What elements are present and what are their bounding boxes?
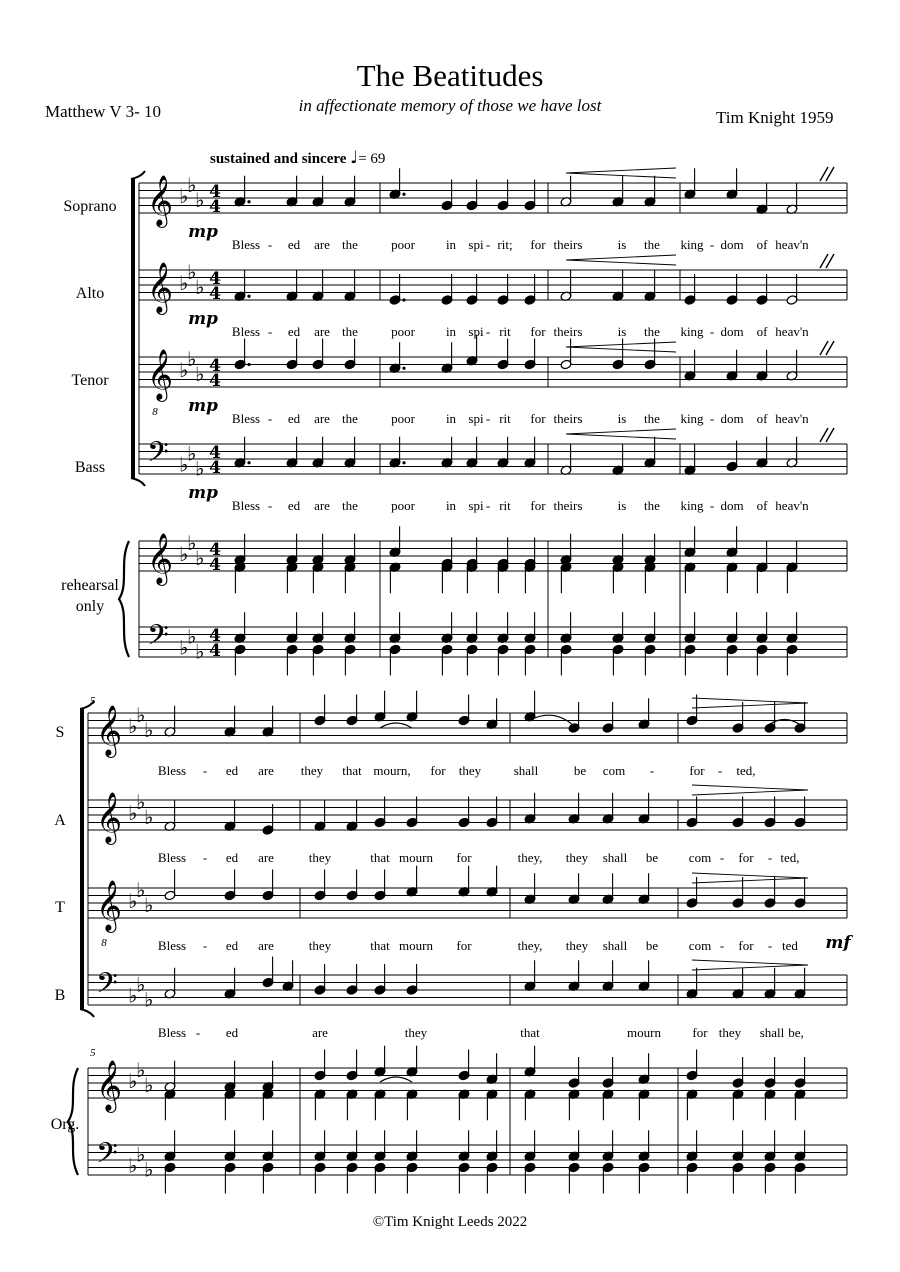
lyric-syllable: the: [644, 324, 660, 339]
lyric-syllable: for: [530, 324, 546, 339]
lyric-syllable: shall: [513, 763, 539, 778]
dynamic-mf: mf: [825, 933, 851, 953]
flat-icon: ♭: [144, 804, 154, 829]
lyric-syllable: that: [342, 763, 362, 778]
flat-icon: ♭: [128, 801, 138, 825]
lyric-syllable: -: [649, 763, 655, 778]
flat-icon: ♭: [179, 542, 189, 566]
lyric-syllable: dom: [720, 324, 744, 339]
lyric-syllable: theirs: [553, 237, 583, 252]
lyric-syllable: are: [314, 324, 330, 339]
lyric-syllable: theirs: [553, 411, 583, 426]
flat-icon: ♭: [136, 702, 146, 727]
bass-clef-icon: 𝄢: [96, 967, 118, 1007]
lyric-syllable: shall: [759, 1025, 785, 1040]
lyric-syllable: ed: [225, 850, 239, 865]
lyric-syllable: for: [689, 763, 705, 778]
time-signature-top: 4: [209, 443, 221, 463]
lyric-syllable: heav'n: [775, 237, 809, 252]
lyric-syllable: they: [458, 763, 482, 778]
flat-icon: ♭: [187, 624, 197, 649]
lyric-syllable: in: [445, 498, 457, 513]
lyric-syllable: are: [258, 938, 274, 953]
flat-icon: ♭: [179, 358, 189, 382]
flat-icon: ♭: [195, 187, 205, 212]
lyric-syllable: mourn: [399, 938, 433, 953]
note-dot: [247, 363, 250, 366]
soprano-abbrev-label: S: [55, 724, 65, 741]
lyric-syllable: Bless: [231, 498, 261, 513]
lyric-syllable: -: [202, 850, 208, 865]
lyric-syllable: rit: [499, 411, 511, 426]
lyric-syllable: in: [445, 237, 457, 252]
lyric-syllable: the: [644, 498, 660, 513]
treble-clef-icon: 𝄞: [147, 262, 174, 313]
lyric-syllable: com: [688, 850, 712, 865]
note-dot: [402, 367, 405, 370]
decrescendo-hairpin: [692, 873, 808, 883]
note-dot: [247, 461, 250, 464]
caesura-icon: [820, 167, 834, 181]
lyric-syllable: mourn: [399, 850, 433, 865]
lyric-syllable: they: [565, 850, 589, 865]
lyric-syllable: is: [617, 498, 627, 513]
lyric-syllable: king: [680, 324, 704, 339]
flat-icon: ♭: [128, 714, 138, 738]
bass-label: Bass: [74, 459, 106, 476]
flat-icon: ♭: [179, 184, 189, 208]
lyric-syllable: are: [258, 763, 274, 778]
time-signature-bottom: 4: [209, 458, 221, 478]
lyric-syllable: in: [445, 324, 457, 339]
flat-icon: ♭: [144, 892, 154, 917]
lyric-syllable: -: [767, 850, 773, 865]
scripture-source: Matthew V 3- 10: [45, 102, 162, 121]
flat-icon: ♭: [187, 259, 197, 284]
alto-abbrev-label: A: [54, 812, 66, 829]
time-signature-top: 4: [209, 356, 221, 376]
lyric-syllable: of: [756, 237, 768, 252]
lyric-syllable: is: [617, 237, 627, 252]
lyric-syllable: for: [430, 763, 446, 778]
lyric-syllable: are: [312, 1025, 328, 1040]
lyric-syllable: they: [565, 938, 589, 953]
dynamic-mp: mp: [188, 222, 218, 242]
lyric-syllable: Bless: [231, 237, 261, 252]
flat-icon: ♭: [195, 456, 205, 481]
flat-icon: ♭: [179, 452, 189, 477]
lyric-syllable: heav'n: [775, 498, 809, 513]
lyric-syllable: -: [267, 411, 273, 426]
composer-credit: Tim Knight 1959: [716, 108, 834, 127]
treble-clef-icon: 𝄞: [147, 349, 174, 400]
lyric-syllable: are: [258, 850, 274, 865]
flat-icon: ♭: [128, 983, 138, 1008]
lyric-syllable: poor: [391, 498, 415, 513]
flat-icon: ♭: [179, 271, 189, 295]
note-dot: [247, 200, 250, 203]
lyric-syllable: the: [644, 237, 660, 252]
flat-icon: ♭: [144, 1157, 154, 1182]
lyric-syllable: poor: [391, 324, 415, 339]
time-signature-top: 4: [209, 626, 221, 646]
lyric-syllable: be: [645, 938, 659, 953]
organ-measure-number: 5: [90, 1047, 96, 1059]
lyric-syllable: that: [370, 850, 390, 865]
lyric-syllable: the: [342, 237, 358, 252]
lyric-syllable: they,: [517, 938, 543, 953]
lyric-syllable: be: [573, 763, 587, 778]
decrescendo-hairpin: [692, 785, 808, 795]
lyric-syllable: are: [314, 411, 330, 426]
lyric-syllable: they: [718, 1025, 742, 1040]
rehearsal-only-label: only: [75, 598, 105, 615]
lyric-syllable: ed: [225, 1025, 239, 1040]
lyric-syllable: mourn: [627, 1025, 661, 1040]
lyric-syllable: -: [709, 498, 715, 513]
lyric-syllable: ed: [287, 411, 301, 426]
lyric-syllable: shall: [602, 850, 628, 865]
lyric-syllable: shall: [602, 938, 628, 953]
time-signature-top: 4: [209, 269, 221, 289]
decrescendo-hairpin: [692, 698, 808, 708]
flat-icon: ♭: [144, 1072, 154, 1097]
lyric-syllable: for: [692, 1025, 708, 1040]
dynamic-mp: mp: [188, 396, 218, 416]
bass-clef-icon: 𝄢: [147, 436, 169, 476]
lyric-syllable: ed: [287, 498, 301, 513]
octave-treble-marker: 8: [101, 937, 107, 949]
lyric-syllable: ted,: [780, 850, 800, 865]
lyric-syllable: spi: [468, 324, 484, 339]
lyric-syllable: for: [530, 411, 546, 426]
lyric-syllable: -: [717, 763, 723, 778]
tenor-label: Tenor: [71, 372, 109, 389]
treble-clef-icon: 𝄞: [96, 880, 123, 931]
lyric-syllable: king: [680, 498, 704, 513]
lyric-syllable: poor: [391, 237, 415, 252]
lyric-syllable: theirs: [553, 498, 583, 513]
lyric-syllable: for: [456, 938, 472, 953]
time-signature-bottom: 4: [209, 641, 221, 661]
lyric-syllable: is: [617, 324, 627, 339]
organ-label: Org.: [50, 1116, 80, 1133]
flat-icon: ♭: [136, 1057, 146, 1082]
lyric-syllable: -: [709, 411, 715, 426]
alto-label: Alto: [75, 285, 105, 302]
lyric-syllable: the: [342, 411, 358, 426]
lyric-syllable: king: [680, 411, 704, 426]
lyric-syllable: spi: [468, 237, 484, 252]
treble-clef-icon: 𝄞: [96, 705, 123, 756]
metronome-value: = 69: [358, 151, 386, 167]
time-signature-top: 4: [209, 540, 221, 560]
flat-icon: ♭: [136, 972, 146, 997]
lyric-syllable: for: [456, 850, 472, 865]
lyric-syllable: heav'n: [775, 324, 809, 339]
lyric-syllable: -: [719, 850, 725, 865]
lyric-syllable: -: [485, 237, 491, 252]
dynamic-mp: mp: [188, 309, 218, 329]
caesura-icon: [820, 254, 834, 268]
measure-number: 5: [90, 695, 96, 707]
lyric-syllable: for: [530, 498, 546, 513]
treble-clef-icon: 𝄞: [96, 1060, 123, 1111]
lyric-syllable: for: [738, 850, 754, 865]
lyric-syllable: they: [300, 763, 324, 778]
lyric-syllable: dom: [720, 411, 744, 426]
copyright-notice: ©Tim Knight Leeds 2022: [372, 1214, 528, 1230]
flat-icon: ♭: [136, 877, 146, 902]
lyric-syllable: poor: [391, 411, 415, 426]
lyric-syllable: rit: [499, 324, 511, 339]
bass-clef-icon: 𝄢: [96, 1137, 118, 1177]
time-signature-bottom: 4: [209, 371, 221, 391]
lyric-syllable: -: [485, 498, 491, 513]
lyric-syllable: in: [445, 411, 457, 426]
flat-icon: ♭: [187, 172, 197, 197]
dynamic-mp: mp: [188, 483, 218, 503]
flat-icon: ♭: [136, 1142, 146, 1167]
lyric-syllable: the: [342, 498, 358, 513]
treble-clef-icon: 𝄞: [147, 175, 174, 226]
lyric-syllable: they,: [517, 850, 543, 865]
tie-icon: [380, 723, 412, 728]
flat-icon: ♭: [195, 361, 205, 386]
treble-clef-icon: 𝄞: [147, 533, 174, 584]
lyric-syllable: com: [602, 763, 626, 778]
crescendo-hairpin: [566, 342, 676, 352]
note-dot: [402, 461, 405, 464]
tempo-text: sustained and sincere: [210, 151, 347, 167]
dedication: in affectionate memory of those we have lost: [298, 96, 602, 115]
lyric-syllable: -: [195, 1025, 201, 1040]
flat-icon: ♭: [187, 441, 197, 466]
lyric-syllable: ed: [225, 938, 239, 953]
lyric-syllable: -: [709, 324, 715, 339]
lyric-syllable: theirs: [553, 324, 583, 339]
flat-icon: ♭: [128, 1153, 138, 1178]
lyric-syllable: Bless: [231, 411, 261, 426]
flat-icon: ♭: [195, 639, 205, 664]
lyric-syllable: -: [202, 763, 208, 778]
lyric-syllable: -: [709, 237, 715, 252]
lyric-syllable: Bless: [157, 850, 187, 865]
lyric-syllable: -: [485, 324, 491, 339]
lyric-syllable: -: [202, 938, 208, 953]
caesura-icon: [820, 341, 834, 355]
lyric-syllable: that: [520, 1025, 540, 1040]
flat-icon: ♭: [187, 346, 197, 371]
lyric-syllable: they: [308, 850, 332, 865]
lyric-syllable: heav'n: [775, 411, 809, 426]
caesura-icon: [820, 428, 834, 442]
octave-treble-marker: 8: [152, 406, 158, 418]
lyric-syllable: -: [267, 237, 273, 252]
flat-icon: ♭: [187, 530, 197, 555]
lyric-syllable: king: [680, 237, 704, 252]
lyric-syllable: Bless: [157, 763, 187, 778]
piano-brace: [68, 1068, 78, 1175]
treble-clef-icon: 𝄞: [96, 792, 123, 843]
lyric-syllable: they: [404, 1025, 428, 1040]
lyric-syllable: dom: [720, 498, 744, 513]
lyric-syllable: rit;: [497, 237, 513, 252]
lyric-syllable: ed: [287, 324, 301, 339]
crescendo-hairpin: [566, 429, 676, 439]
bracket-hook: [131, 171, 145, 179]
lyric-syllable: the: [342, 324, 358, 339]
lyric-syllable: -: [719, 938, 725, 953]
time-signature-top: 4: [209, 182, 221, 202]
lyric-syllable: they: [308, 938, 332, 953]
lyric-syllable: are: [314, 498, 330, 513]
lyric-syllable: be,: [788, 1025, 804, 1040]
time-signature-bottom: 4: [209, 197, 221, 217]
lyric-syllable: -: [767, 938, 773, 953]
quarter-note-icon: ♩: [350, 148, 359, 168]
flat-icon: ♭: [195, 274, 205, 299]
crescendo-hairpin: [566, 255, 676, 265]
tie-icon: [380, 1077, 412, 1082]
flat-icon: ♭: [144, 987, 154, 1012]
tenor-abbrev-label: T: [55, 899, 65, 916]
bracket-hook: [80, 1009, 94, 1017]
flat-icon: ♭: [179, 635, 189, 660]
lyric-syllable: ted,: [736, 763, 756, 778]
lyric-syllable: dom: [720, 237, 744, 252]
lyric-syllable: ed: [225, 763, 239, 778]
lyric-syllable: is: [617, 411, 627, 426]
note-dot: [402, 298, 405, 301]
lyric-syllable: be: [645, 850, 659, 865]
lyric-syllable: that: [370, 938, 390, 953]
lyric-syllable: ed: [287, 237, 301, 252]
lyric-syllable: are: [314, 237, 330, 252]
bass-clef-icon: 𝄢: [147, 619, 169, 659]
lyric-syllable: mourn,: [373, 763, 411, 778]
soprano-label: Soprano: [63, 198, 117, 215]
time-signature-bottom: 4: [209, 284, 221, 304]
lyric-syllable: -: [485, 411, 491, 426]
lyric-syllable: Bless: [231, 324, 261, 339]
rehearsal-label: rehearsal: [61, 577, 119, 594]
piano-brace: [119, 541, 129, 657]
decrescendo-hairpin: [692, 960, 808, 970]
bass-abbrev-label: B: [54, 987, 66, 1004]
lyric-syllable: com: [688, 938, 712, 953]
lyric-syllable: Bless: [157, 1025, 187, 1040]
lyric-syllable: Bless: [157, 938, 187, 953]
flat-icon: ♭: [128, 1069, 138, 1093]
flat-icon: ♭: [144, 717, 154, 742]
lyric-syllable: of: [756, 324, 768, 339]
note-dot: [247, 295, 250, 298]
flat-icon: ♭: [136, 789, 146, 814]
lyric-syllable: the: [644, 411, 660, 426]
lyric-syllable: spi: [468, 411, 484, 426]
note-dot: [402, 193, 405, 196]
lyric-syllable: for: [738, 938, 754, 953]
lyric-syllable: for: [530, 237, 546, 252]
crescendo-hairpin: [566, 168, 676, 178]
flat-icon: ♭: [195, 545, 205, 570]
piece-title: The Beatitudes: [356, 58, 544, 93]
lyric-syllable: spi: [468, 498, 484, 513]
lyric-syllable: of: [756, 411, 768, 426]
lyric-syllable: ted: [782, 938, 798, 953]
lyric-syllable: rit: [499, 498, 511, 513]
lyric-syllable: -: [267, 324, 273, 339]
bracket-hook: [131, 478, 145, 486]
lyric-syllable: -: [267, 498, 273, 513]
time-signature-bottom: 4: [209, 555, 221, 575]
lyric-syllable: of: [756, 498, 768, 513]
flat-icon: ♭: [128, 889, 138, 913]
